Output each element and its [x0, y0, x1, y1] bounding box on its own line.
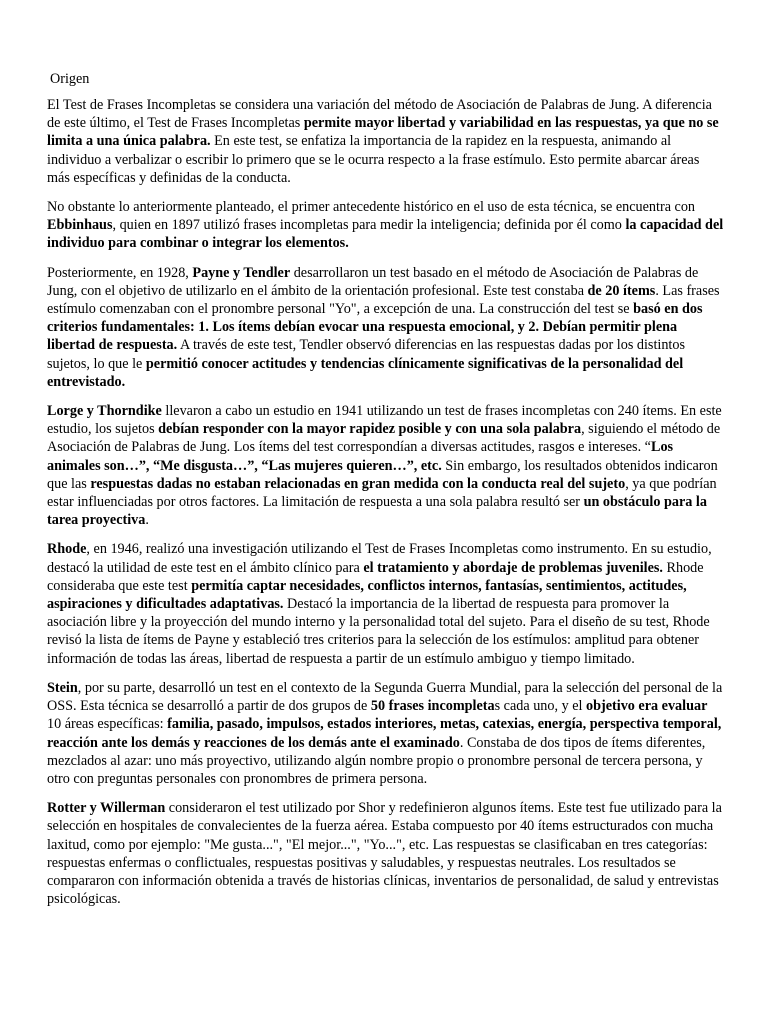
text-run: 10 áreas específicas: — [47, 716, 168, 733]
bold-text: permitía captar necesidades, conflictos internos, fantasías, sentimientos, actitudes, aspiraciones y dificultades adaptativas. — [47, 577, 687, 613]
text-run: Destacó la importancia de la libertad de respuesta para promover la asociación libre y la proyección del mundo interno y la personalidad total del sujeto. Para el diseño de su test, Rhode revisó la lista de ítems de Payne y estableció tres criterios para la selección de los estímulos: amplitud para obtener información de todas las áreas, libertad de respuesta a partir de un estímulo ambiguo y tiempo limitado. — [47, 596, 710, 667]
paragraph — [47, 799, 724, 908]
paragraph — [47, 264, 724, 391]
bold-text: el tratamiento y abordaje de problemas juveniles. — [363, 559, 663, 576]
paragraph — [47, 402, 724, 529]
text-run: A través de este test, Tendler observó diferencias en las respuestas dadas por los distintos sujetos, lo que le — [47, 337, 685, 372]
text-run: , por su parte, desarrolló un test en el contexto de la Segunda Guerra Mundial, para la selección del personal de la OSS. Esta técnica se desarrolló a partir de dos grupos de — [47, 679, 723, 715]
text-run: llevaron a cabo un estudio en 1941 utilizando un test de frases incompletas con 240 ítems. En este estudio, los sujetos — [47, 403, 722, 438]
text-run: , siguiendo el método de Asociación de Palabras de Jung. Los ítems del test correspondían a diversas actitudes, rasgos e intereses. “ — [47, 421, 721, 456]
text-run: Sin embargo, los resultados obtenidos indicaron que las — [47, 457, 718, 492]
bold-text: basó en dos criterios fundamentales: 1. Los ítems debían evocar una respuesta emocional, y 2. Debían permitir plena libertad de respuesta. — [47, 301, 703, 354]
section-heading: Origen — [50, 71, 90, 87]
bold-text: Los animales son…”, “Me disgusta…”, “Las mujeres quieren…”, etc. — [47, 439, 674, 474]
paragraph — [47, 679, 724, 788]
text-run: , en 1946, realizó una investigación utilizando el Test de Frases Incompletas como instrumento. En su estudio, destacó la utilidad de este test en el ámbito clínico para — [47, 541, 712, 576]
bold-text: debían responder con la mayor rapidez posible y con una sola palabra — [158, 421, 582, 438]
bold-text: Ebbinhaus — [47, 217, 113, 234]
bold-text: permite mayor libertad y variabilidad en las respuestas, ya que no se limita a una única palabra. — [47, 115, 719, 150]
text-run: . Las frases estímulo comenzaban con el pronombre personal "Yo", a excepción de una. La construcción del test se — [47, 282, 720, 318]
paragraph — [47, 540, 724, 667]
bold-text: de 20 ítems — [587, 282, 656, 299]
paragraph — [47, 96, 724, 187]
text-run: , quien en 1897 utilizó frases incompletas para medir la inteligencia; definida por él como — [112, 217, 626, 234]
bold-text: familia, pasado, impulsos, estados interiores, metas, catexias, energía, perspectiva temporal, reacción ante los demás y reacciones de los demás ante el examinado — [47, 716, 722, 751]
bold-text: 50 frases incompleta — [370, 698, 495, 715]
text-run: desarrollaron un test basado en el método de Asociación de Palabras de Jung, con el objetivo de utilizarlo en el ámbito de la orientación profesional. Este test constaba — [47, 264, 699, 299]
text-run: consideraron el test utilizado por Shor y redefinieron algunos ítems. Este test fue utilizado para la selección en hospitales de convalecientes de la fuerza aérea. Estaba compuesto por 40 ítems estructurados con mucha laxitud, como por ejemplo: "Me gusta...", "El mejor...", "Yo...", etc. Las respuestas se clasificaban en tres categorías: respuestas enfermas o conflictuales, respuestas positivas y saludables, y respuestas neutrales. Los resultados se compararon con información obtenida a través de historias clínicas, inventarios de personalidad, de salud y entrevistas psicológicas. — [47, 800, 722, 908]
bold-text: Rhode — [47, 541, 87, 558]
text-run: En este test, se enfatiza la importancia de la rapidez en la respuesta, animando al individuo a verbalizar o escribir lo primero que se le ocurra respecto a la frase estímulo. Esto permite abarcar áreas más específicas y definidas de la conducta. — [47, 133, 700, 186]
text-run: , ya que podrían estar influenciadas por otros factores. La limitación de respuesta a una sola palabra resultó ser — [47, 475, 717, 511]
text-run: El Test de Frases Incompletas se considera una variación del método de Asociación de Palabras de Jung. A diferencia de este último, el Test de Frases Incompletas — [47, 97, 712, 132]
text-run: No obstante lo anteriormente planteado, el primer antecedente histórico en el uso de esta técnica, se encuentra con — [47, 199, 696, 216]
text-run: . — [145, 512, 149, 529]
bold-text: Payne y Tendler — [192, 264, 291, 281]
text-run: Rhode consideraba que este test — [47, 559, 704, 594]
bold-text: Lorge y Thorndike — [47, 403, 162, 420]
paragraph — [47, 198, 724, 253]
bold-text: permitió conocer actitudes y tendencias clínicamente significativas de la personalidad del entrevistado. — [47, 355, 684, 390]
text-run: . Constaba de dos tipos de ítems diferentes, mezclados al azar: uno más proyectivo, utilizando algún nombre propio o pronombre personal de tercera persona, y otro con preguntas personales con pronombres de primera persona. — [47, 734, 706, 787]
text-run: Posteriormente, en 1928, — [47, 264, 193, 281]
bold-text: un obstáculo para la tarea proyectiva — [47, 494, 707, 529]
bold-text: objetivo era evaluar — [586, 698, 708, 715]
document-body — [47, 96, 724, 908]
bold-text: respuestas dadas no estaban relacionadas en gran medida con la conducta real del sujeto — [90, 475, 626, 492]
bold-text: Rotter y Willerman — [47, 800, 166, 817]
bold-text: la capacidad del individuo para combinar o integrar los elementos. — [47, 217, 724, 252]
text-run: s cada uno, y el — [494, 698, 587, 715]
bold-text: Stein — [47, 679, 78, 696]
